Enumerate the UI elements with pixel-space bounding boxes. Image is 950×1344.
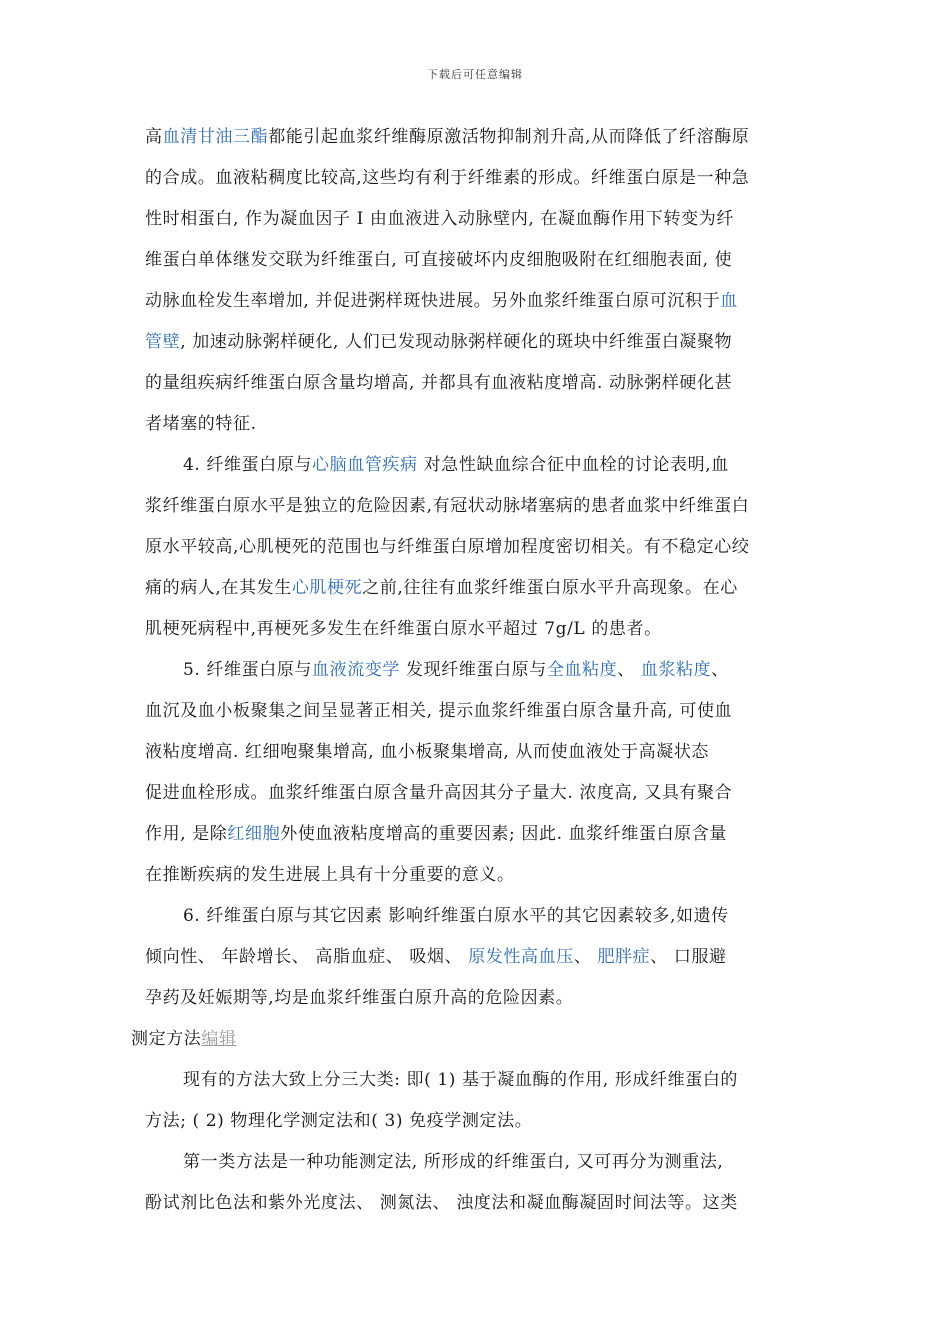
text-line: [145, 291, 738, 311]
text-span: 方法; ( 2) 物理化学测定法和( 3) 免疫学测定法。: [145, 1111, 533, 1131]
text-line: [145, 701, 732, 721]
term-link[interactable]: 红细胞: [227, 824, 281, 844]
text-line: [145, 496, 749, 516]
text-line: [145, 1111, 532, 1131]
section-heading: [131, 1029, 237, 1049]
text-span: 倾向性、 年龄增长、 高脂血症、 吸烟、: [145, 947, 469, 967]
term-link[interactable]: 管壁: [145, 332, 181, 352]
text-span: 的合成。血液粘稠度比较高,这些均有利于纤维素的形成。纤维蛋白原是一种急: [145, 168, 750, 188]
text-span: 的量组疾病纤维蛋白原含量均增高, 并都具有血液粘度增高. 动脉粥样硬化甚: [145, 373, 733, 393]
text-line: [183, 1152, 723, 1172]
text-line: [145, 1193, 738, 1213]
term-link[interactable]: 原发性高血压: [468, 947, 574, 967]
text-line: [145, 250, 732, 270]
text-span: 在推断疾病的发生进展上具有十分重要的意义。: [145, 865, 515, 885]
text-line: [145, 373, 732, 393]
text-span: 孕药及妊娠期等,均是血浆纤维蛋白原升高的危险因素。: [145, 988, 574, 1008]
text-span: 促进血栓形成。血浆纤维蛋白原含量升高因其分子量大. 浓度高, 又具有聚合: [145, 783, 733, 803]
text-line: [145, 865, 515, 885]
text-line: [145, 824, 727, 844]
text-span: 现有的方法大致上分三大类: 即( 1) 基于凝血酶的作用, 形成纤维蛋白的: [183, 1070, 739, 1090]
term-link[interactable]: 血: [720, 291, 738, 311]
text-span: 维蛋白单体继发交联为纤维蛋白, 可直接破坏内皮细胞吸附在红细胞表面, 使: [145, 250, 733, 270]
text-span: 动脉血栓发生率增加, 并促进粥样斑快进展。另外血浆纤维蛋白原可沉积于: [145, 291, 721, 311]
text-span: 6. 纤维蛋白原与其它因素 影响纤维蛋白原水平的其它因素较多,如遗传: [183, 906, 729, 926]
text-line: [145, 537, 749, 557]
text-span: 痛的病人,在其发生: [145, 578, 292, 598]
text-line: [145, 578, 738, 598]
text-span: 之前,往往有血浆纤维蛋白原水平升高现象。在心: [362, 578, 738, 598]
text-span: 、: [711, 660, 729, 680]
text-span: 液粘度增高. 红细咆聚集增高, 血小板聚集增高, 从而使血液处于高凝状态: [145, 742, 710, 762]
term-link[interactable]: 全血粘度: [546, 660, 618, 680]
text-line: [183, 660, 729, 680]
text-line: [145, 783, 732, 803]
term-link[interactable]: 血浆粘度: [640, 660, 712, 680]
text-span: 4. 纤维蛋白原与: [183, 455, 313, 475]
text-span: 作用, 是除: [145, 824, 228, 844]
text-line: [145, 414, 257, 434]
text-span: 发现纤维蛋白原与: [400, 660, 547, 680]
text-span: 外使血液粘度增高的重要因素; 因此. 血浆纤维蛋白原含量: [280, 824, 727, 844]
text-line: [183, 455, 729, 475]
text-span: 原水平较高,心肌梗死的范围也与纤维蛋白原增加程度密切相关。有不稳定心绞: [145, 537, 750, 557]
text-span: 者堵塞的特征.: [145, 414, 257, 434]
text-line: [145, 127, 749, 147]
text-line: [145, 209, 734, 229]
text-span: 浆纤维蛋白原水平是独立的危险因素,有冠状动脉堵塞病的患者血浆中纤维蛋白: [145, 496, 750, 516]
text-span: 、: [617, 660, 641, 680]
text-line: [183, 906, 729, 926]
text-line: [183, 1070, 738, 1090]
text-span: 、: [573, 947, 598, 967]
text-span: 5. 纤维蛋白原与: [183, 660, 313, 680]
text-span: 、 口服避: [650, 947, 727, 967]
term-link[interactable]: 血液流变学: [312, 660, 401, 680]
text-line: [145, 947, 727, 967]
text-span: 酚试剂比色法和紫外光度法、 测氮法、 浊度法和凝血酶凝固时间法等。这类: [145, 1193, 738, 1213]
text-line: [145, 619, 662, 639]
text-span: 肌梗死病程中,再梗死多发生在纤维蛋白原水平超过 7g/L 的患者。: [145, 619, 662, 639]
page-header: 下载后可任意编辑: [427, 68, 523, 81]
term-link[interactable]: 心肌梗死: [291, 578, 363, 598]
text-span: 都能引起血浆纤维酶原激活物抑制剂升高,从而降低了纤溶酶原: [268, 127, 750, 147]
text-line: [145, 168, 749, 188]
text-span: 第一类方法是一种功能测定法, 所形成的纤维蛋白, 又可再分为测重法,: [183, 1152, 724, 1172]
edit-link[interactable]: 编辑: [201, 1029, 237, 1049]
term-link[interactable]: 肥胖症: [597, 947, 651, 967]
text-span: 血沉及血小板聚集之间呈显著正相关, 提示血浆纤维蛋白原含量升高, 可使血: [145, 701, 733, 721]
text-line: [145, 988, 573, 1008]
term-link[interactable]: 心脑血管疾病: [312, 455, 418, 475]
text-span: 性时相蛋白, 作为凝血因子 I 由血液进入动脉壁内, 在凝血酶作用下转变为纤: [145, 209, 734, 229]
term-link[interactable]: 血清甘油三酯: [162, 127, 269, 147]
text-span: , 加速动脉粥样硬化, 人们已发现动脉粥样硬化的斑块中纤维蛋白凝聚物: [180, 332, 733, 352]
text-span: 测定方法: [131, 1029, 202, 1049]
text-line: [145, 332, 732, 352]
text-line: [145, 742, 709, 762]
text-span: 对急性缺血综合征中血栓的讨论表明,血: [417, 455, 729, 475]
text-span: 高: [145, 127, 163, 147]
